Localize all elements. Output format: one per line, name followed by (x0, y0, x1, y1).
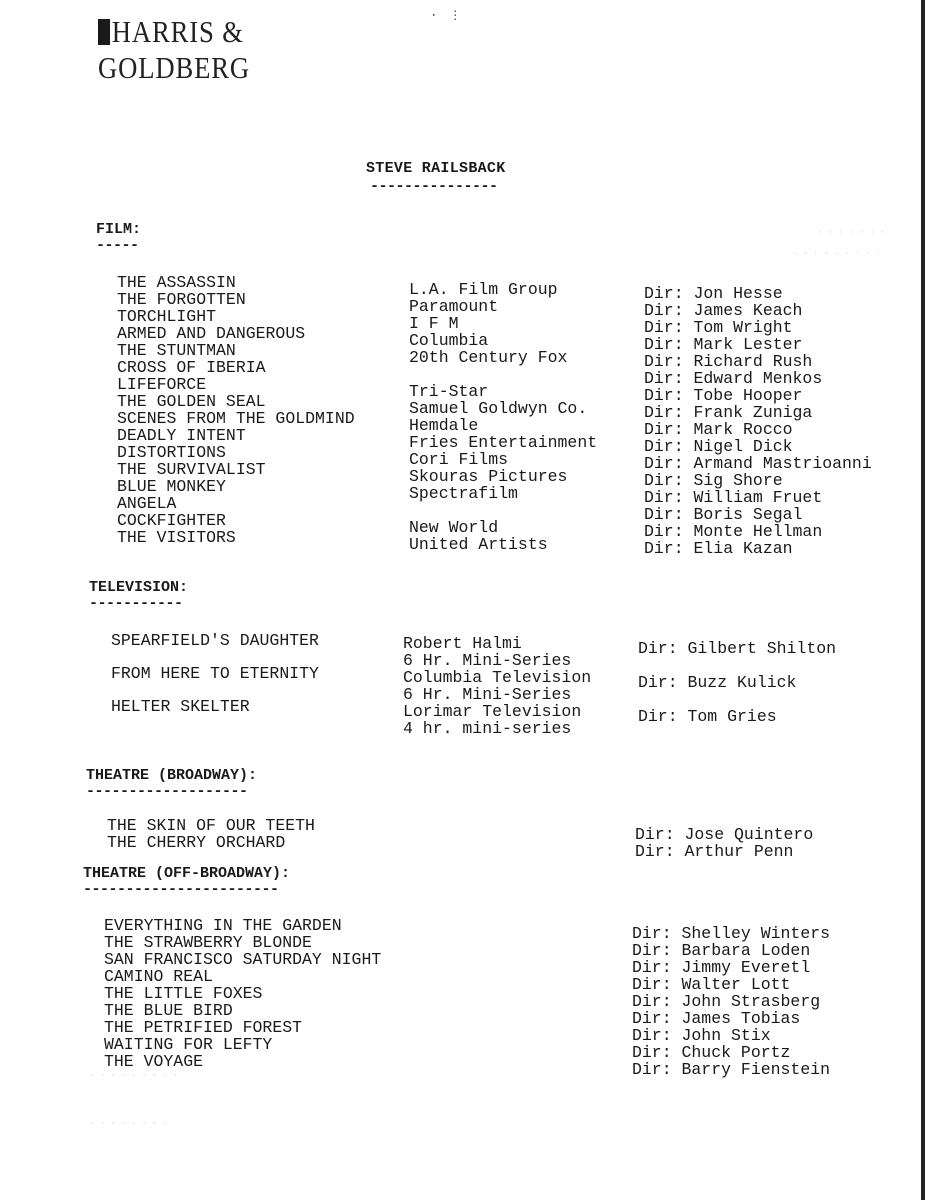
section-rule-film: ----- (96, 237, 139, 254)
off-broadway-directors-column (632, 925, 830, 1078)
film-company: Paramount (409, 297, 499, 316)
agency-logo (98, 14, 278, 94)
off-broadway-title: THE BLUE BIRD (104, 1001, 233, 1020)
tv-directors-column (638, 640, 836, 742)
scan-specks: ⋅ ⋮ (430, 9, 462, 23)
film-title: THE ASSASSIN (117, 273, 236, 292)
off-broadway-title: WAITING FOR LEFTY (104, 1035, 273, 1054)
film-title: THE STUNTMAN (117, 341, 236, 360)
film-director: Dir: Tom Wright (644, 318, 793, 337)
film-title: SCENES FROM THE GOLDMIND (117, 409, 355, 428)
tv-note: 4 hr. mini-series (403, 719, 572, 738)
film-director: Dir: Jon Hesse (644, 284, 783, 303)
film-company: Spectrafilm (409, 484, 518, 503)
tv-companies-column (403, 635, 591, 737)
off-broadway-director: Dir: John Stix (632, 1026, 771, 1045)
off-broadway-title: THE LITTLE FOXES (104, 984, 263, 1003)
tv-company: Lorimar Television (403, 702, 582, 721)
off-broadway-director: Dir: Barbara Loden (632, 941, 811, 960)
section-rule-television: ----------- (89, 595, 183, 612)
off-broadway-title: CAMINO REAL (104, 967, 213, 986)
film-director: Dir: James Keach (644, 301, 803, 320)
film-company: I F M (409, 314, 459, 333)
section-heading-television: TELEVISION: (89, 579, 189, 596)
film-title: DEADLY INTENT (117, 426, 246, 445)
film-director: Dir: Frank Zuniga (644, 403, 813, 422)
faint-stamp: · · · · · · · (818, 229, 886, 237)
tv-director: Dir: Gilbert Shilton (638, 639, 837, 658)
film-director: Dir: Edward Menkos (644, 369, 823, 388)
off-broadway-titles-column (104, 917, 381, 1070)
film-company: New World (409, 518, 499, 537)
off-broadway-director: Dir: Shelley Winters (632, 924, 831, 943)
film-title: THE FORGOTTEN (117, 290, 246, 309)
film-company: 20th Century Fox (409, 348, 568, 367)
tv-company: Columbia Television (403, 668, 592, 687)
film-title: LIFEFORCE (117, 375, 207, 394)
film-director: Dir: Tobe Hooper (644, 386, 803, 405)
off-broadway-director: Dir: Walter Lott (632, 975, 791, 994)
film-title: THE GOLDEN SEAL (117, 392, 266, 411)
faint-stamp: · · · · · · · · · (90, 1072, 179, 1080)
broadway-director: Dir: Jose Quintero (635, 825, 814, 844)
off-broadway-title: THE VOYAGE (104, 1052, 204, 1071)
section-rule-off-broadway: ----------------------- (83, 881, 279, 898)
off-broadway-title: SAN FRANCISCO SATURDAY NIGHT (104, 950, 382, 969)
film-company: L.A. Film Group (409, 280, 558, 299)
broadway-title: THE SKIN OF OUR TEETH (107, 816, 315, 835)
broadway-director: Dir: Arthur Penn (635, 842, 794, 861)
logo-line-2: GOLDBERG (98, 50, 251, 85)
film-director: Dir: William Fruet (644, 488, 823, 507)
film-company: Tri-Star (409, 382, 489, 401)
logo-block (98, 19, 110, 45)
off-broadway-director: Dir: Chuck Portz (632, 1043, 791, 1062)
tv-director: Dir: Buzz Kulick (638, 673, 797, 692)
film-title: TORCHLIGHT (117, 307, 217, 326)
broadway-titles-column (107, 817, 315, 851)
off-broadway-title: THE PETRIFIED FOREST (104, 1018, 303, 1037)
film-company: Hemdale (409, 416, 479, 435)
tv-title: FROM HERE TO ETERNITY (111, 664, 319, 683)
film-director: Dir: Richard Rush (644, 352, 813, 371)
film-title: COCKFIGHTER (117, 511, 226, 530)
broadway-title: THE CHERRY ORCHARD (107, 833, 286, 852)
faint-stamp: · · · · · · · · (90, 1120, 169, 1128)
film-director: Dir: Boris Segal (644, 505, 803, 524)
film-company: Skouras Pictures (409, 467, 568, 486)
logo-line-1: HARRIS & (111, 14, 244, 49)
tv-director: Dir: Tom Gries (638, 707, 777, 726)
film-company (409, 366, 597, 383)
tv-note: 6 Hr. Mini-Series (403, 651, 572, 670)
tv-titles-column (111, 632, 319, 731)
film-title: BLUE MONKEY (117, 477, 226, 496)
faint-stamp: · · · · · · · · · (793, 250, 882, 258)
film-director: Dir: Elia Kazan (644, 539, 793, 558)
film-titles-column (117, 274, 355, 546)
section-rule-broadway: ------------------- (86, 783, 248, 800)
section-heading-broadway: THEATRE (BROADWAY): (86, 767, 258, 784)
tv-title: HELTER SKELTER (111, 697, 250, 716)
broadway-directors-column (635, 826, 813, 860)
film-directors-column (644, 285, 872, 557)
film-title: CROSS OF IBERIA (117, 358, 266, 377)
tv-company: Robert Halmi (403, 634, 522, 653)
film-director: Dir: Mark Rocco (644, 420, 793, 439)
film-company: United Artists (409, 535, 548, 554)
off-broadway-director: Dir: James Tobias (632, 1009, 801, 1028)
off-broadway-director: Dir: Barry Fienstein (632, 1060, 831, 1079)
film-company (409, 502, 597, 519)
film-title: ARMED AND DANGEROUS (117, 324, 306, 343)
film-company: Columbia (409, 331, 489, 350)
film-company: Fries Entertainment (409, 433, 598, 452)
film-director: Dir: Nigel Dick (644, 437, 793, 456)
tv-title: SPEARFIELD'S DAUGHTER (111, 631, 319, 650)
section-heading-off-broadway: THEATRE (OFF-BROADWAY): (83, 865, 291, 882)
film-company: Cori Films (409, 450, 509, 469)
film-company: Samuel Goldwyn Co. (409, 399, 588, 418)
film-title: THE VISITORS (117, 528, 236, 547)
tv-note: 6 Hr. Mini-Series (403, 685, 572, 704)
off-broadway-director: Dir: Jimmy Everetl (632, 958, 811, 977)
film-title: ANGELA (117, 494, 177, 513)
film-director: Dir: Armand Mastrioanni (644, 454, 872, 473)
film-companies-column (409, 281, 597, 553)
off-broadway-title: THE STRAWBERRY BLONDE (104, 933, 312, 952)
page-title: STEVE RAILSBACK (366, 160, 506, 177)
off-broadway-title: EVERYTHING IN THE GARDEN (104, 916, 342, 935)
film-title: DISTORTIONS (117, 443, 226, 462)
title-underline: --------------- (370, 178, 498, 195)
off-broadway-director: Dir: John Strasberg (632, 992, 821, 1011)
film-director: Dir: Sig Shore (644, 471, 783, 490)
film-director: Dir: Monte Hellman (644, 522, 823, 541)
section-heading-film: FILM: (96, 221, 142, 238)
film-title: THE SURVIVALIST (117, 460, 266, 479)
film-director: Dir: Mark Lester (644, 335, 803, 354)
